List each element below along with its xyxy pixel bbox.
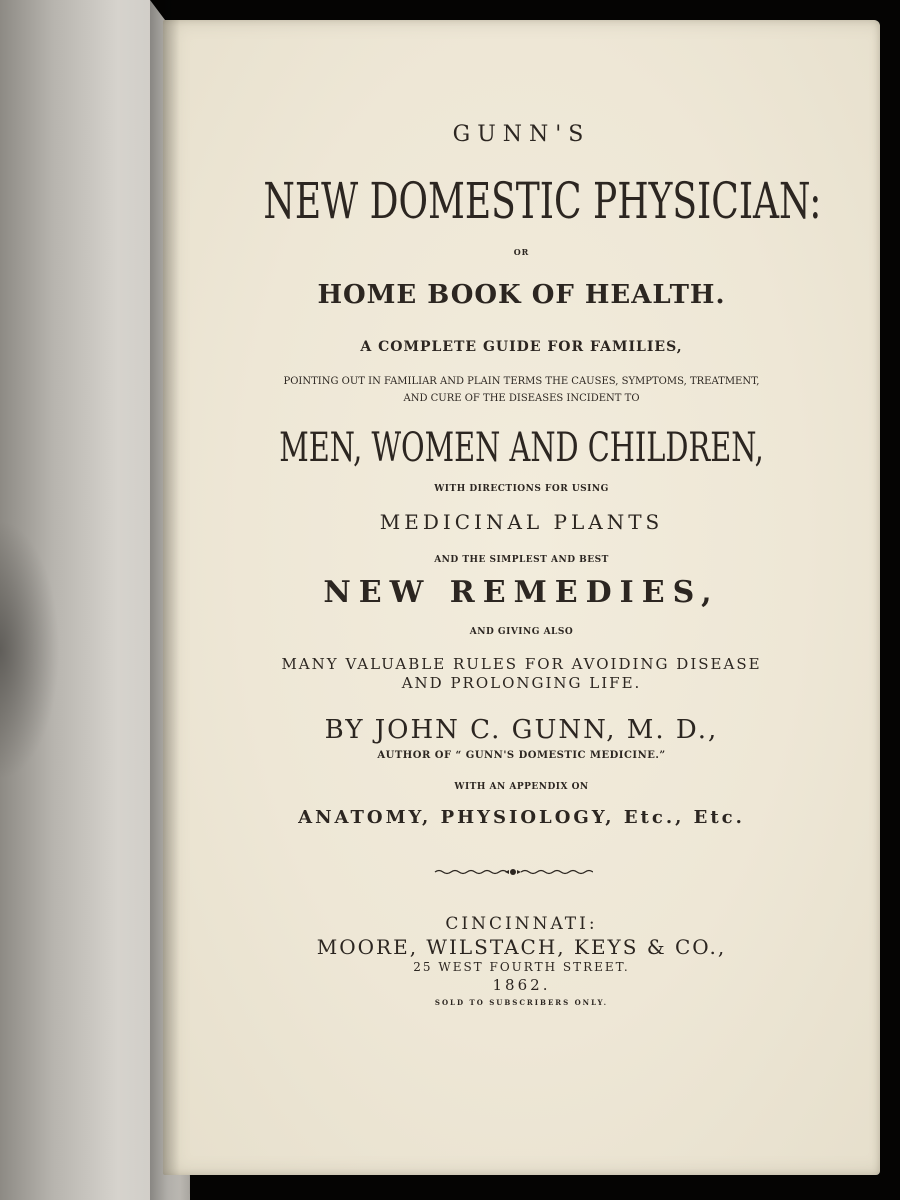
pointing-line-2: AND CURE OF THE DISEASES INCIDENT TO	[403, 393, 640, 404]
subtitle: HOME BOOK OF HEALTH.	[317, 280, 726, 310]
rules-line-2: AND PROLONGING LIFE.	[401, 674, 642, 692]
address-line: 25 WEST FOURTH STREET.	[413, 960, 630, 974]
author-possessive: GUNN'S	[452, 122, 591, 147]
sold-line: SOLD TO SUBSCRIBERS ONLY.	[434, 998, 609, 1007]
audience-line: MEN, WOMEN AND CHILDREN,	[279, 425, 764, 471]
author-of-line: AUTHOR OF “ GUNN'S DOMESTIC MEDICINE.”	[377, 750, 666, 761]
anatomy-line: ANATOMY, PHYSIOLOGY, Etc., Etc.	[298, 807, 745, 828]
guide-line: A COMPLETE GUIDE FOR FAMILIES,	[360, 339, 683, 355]
simplest-line: AND THE SIMPLEST AND BEST	[434, 555, 609, 565]
appendix-line: WITH AN APPENDIX ON	[454, 782, 589, 792]
or-text: OR	[513, 247, 530, 257]
rules-line-1: MANY VALUABLE RULES FOR AVOIDING DISEASE	[281, 655, 762, 673]
ornamental-rule	[433, 865, 593, 879]
publisher-line: MOORE, WILSTACH, KEYS & CO.,	[316, 935, 727, 959]
flyleaf-stain	[0, 520, 60, 780]
byline: BY JOHN C. GUNN, M. D.,	[324, 715, 719, 745]
year-line: 1862.	[492, 976, 551, 994]
remedies-line: NEW REMEDIES,	[323, 575, 720, 610]
title-page	[163, 20, 880, 1175]
giving-line: AND GIVING ALSO	[469, 627, 574, 637]
directions-line: WITH DIRECTIONS FOR USING	[434, 484, 609, 494]
main-title: NEW DOMESTIC PHYSICIAN:	[263, 172, 822, 230]
page-gutter-shadow	[150, 0, 180, 1200]
city-line: CINCINNATI:	[445, 914, 598, 934]
plants-line: MEDICINAL PLANTS	[379, 510, 664, 534]
pointing-line-1: POINTING OUT IN FAMILIAR AND PLAIN TERMS THE CAUSES, SYMPTOMS, TREATMENT,	[283, 376, 760, 387]
